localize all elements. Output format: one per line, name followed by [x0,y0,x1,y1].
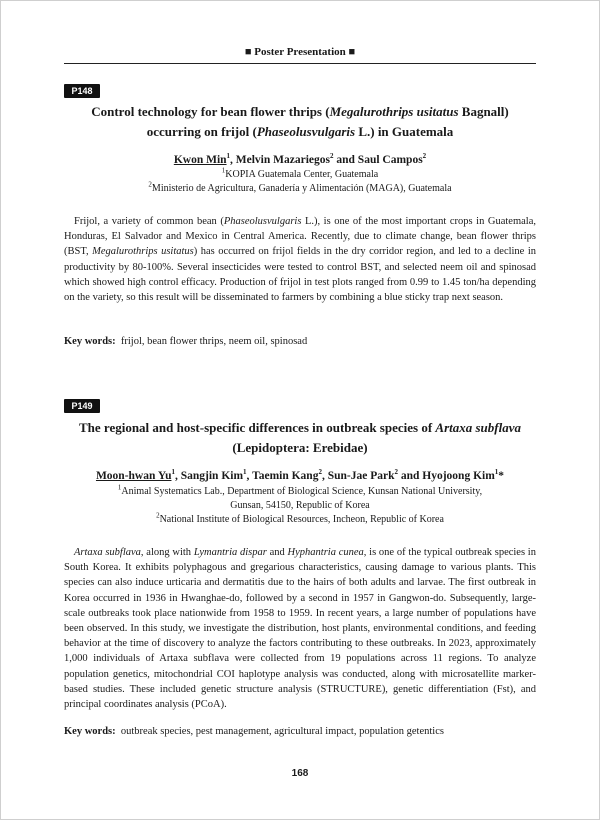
author-list: Kwon Min$^1$, Melvin Mazariegos$^2$ and Saul Campos$^2$ [173,152,427,166]
author-name: Moon-hwan Yu [95,470,172,482]
affiliation: Gunsan, 54150, Republic of Korea [230,500,370,511]
paper-code-badge: P149 [64,399,100,413]
paper-code-badge: P148 [64,84,100,98]
author-name: Sangjin Kim [180,470,244,482]
affiliation: $^1$KOPIA Guatemala Center, Guatemala [221,166,379,180]
author-name: Melvin Mazariegos [235,154,330,166]
affiliation: $^2$Ministerio de Agricultura, Ganadería y Alimentación (MAGA), Guatemala [148,180,452,194]
keywords: Key words: frijol, bean flower thrips, neem oil, spinosad [64,336,308,347]
header-rule [64,63,536,64]
author-name: Taemin Kang [252,470,319,482]
affiliation: $^1$Animal Systematics Lab., Department of Biological Science, Kunsan National University, [117,483,483,497]
abstract-text: Artaxa subflava, along with Lymantria dispar and Hyphantria cunea, is one of the typical outbreak species in South Korea. It exhibits polyphagous and gregarious characteristics, causing damage to various plants. This species can also induce urticaria and dermatitis due to the hairs of both adults and larvae. The first outbreak in Korea occurred in 1936 in Hwanghae-do, followed by a second in 1957 in Gangwon-do. Subsequently, large-scale outbreaks took place nationwide from 1958 to 1959. In recent years, a large number of populations have been observed. In this study, we investigate the distribution, host plants, environmental conditions, and feeding behavior at the time of discovery to analyze the factors contributing to these outbreaks. In 2023, approximately 1,000 individuals of Artaxa subflava were collected from 19 populations across 11 regions. To analyze population genetics, mitochondrial COI haplotype analysis was conducted, along with microsatellite marker-based studies. These included genetic structure analysis (STRUCTURE), genetic differentiation (Fst), and principal coordinates analysis (PCoA). [64,547,536,711]
paper-title: Control technology for bean flower thrips (Megalurothrips usitatus Bagnall) occurring on frijol (Phaseolusvulgaris L.) in Guatemala [91,104,509,139]
section-header: ■ Poster Presentation ■ [244,46,356,58]
author-name: Saul Campos [357,154,423,166]
page-number: 168 [291,768,309,779]
keywords: Key words: outbreak species, pest management, agricultural impact, population getentics [64,726,444,737]
abstract-text: Frijol, a variety of common bean (Phaseolusvulgaris L.), is one of the most important crops in Guatemala, Honduras, El Salvador and Mexico in Central America. Recently, due to climate change, bean flower thrips (BST, Megalurothrips usitatus) has occurred on frijol fields in the dry corridor region, and led to a decline in productivity by 80-100%. Several insecticides were tested to control BST, and selected neem oil and spinosad which showed high control efficacy. Production of frijol in test plots ranged from 0.99 to 1.45 ton/ha depending on the variety, so this result will be disseminated to farmers by combining a blue sticky trap next season. [64,216,536,304]
author-name: Hyojoong Kim [422,470,495,482]
paper-title: The regional and host-specific differences in outbreak species of Artaxa subflava (Lepidoptera: Erebidae) [78,420,521,455]
author-name: Sun-Jae Park [327,470,395,482]
author-list: Moon-hwan Yu$^1$, Sangjin Kim$^1$, Taemin Kang$^2$, Sun-Jae Park$^2$ and Hyojoong Kim$^1$* [95,468,505,482]
author-name: Kwon Min [173,154,227,166]
affiliation: $^2$National Institute of Biological Resources, Incheon, Republic of Korea [156,511,444,525]
